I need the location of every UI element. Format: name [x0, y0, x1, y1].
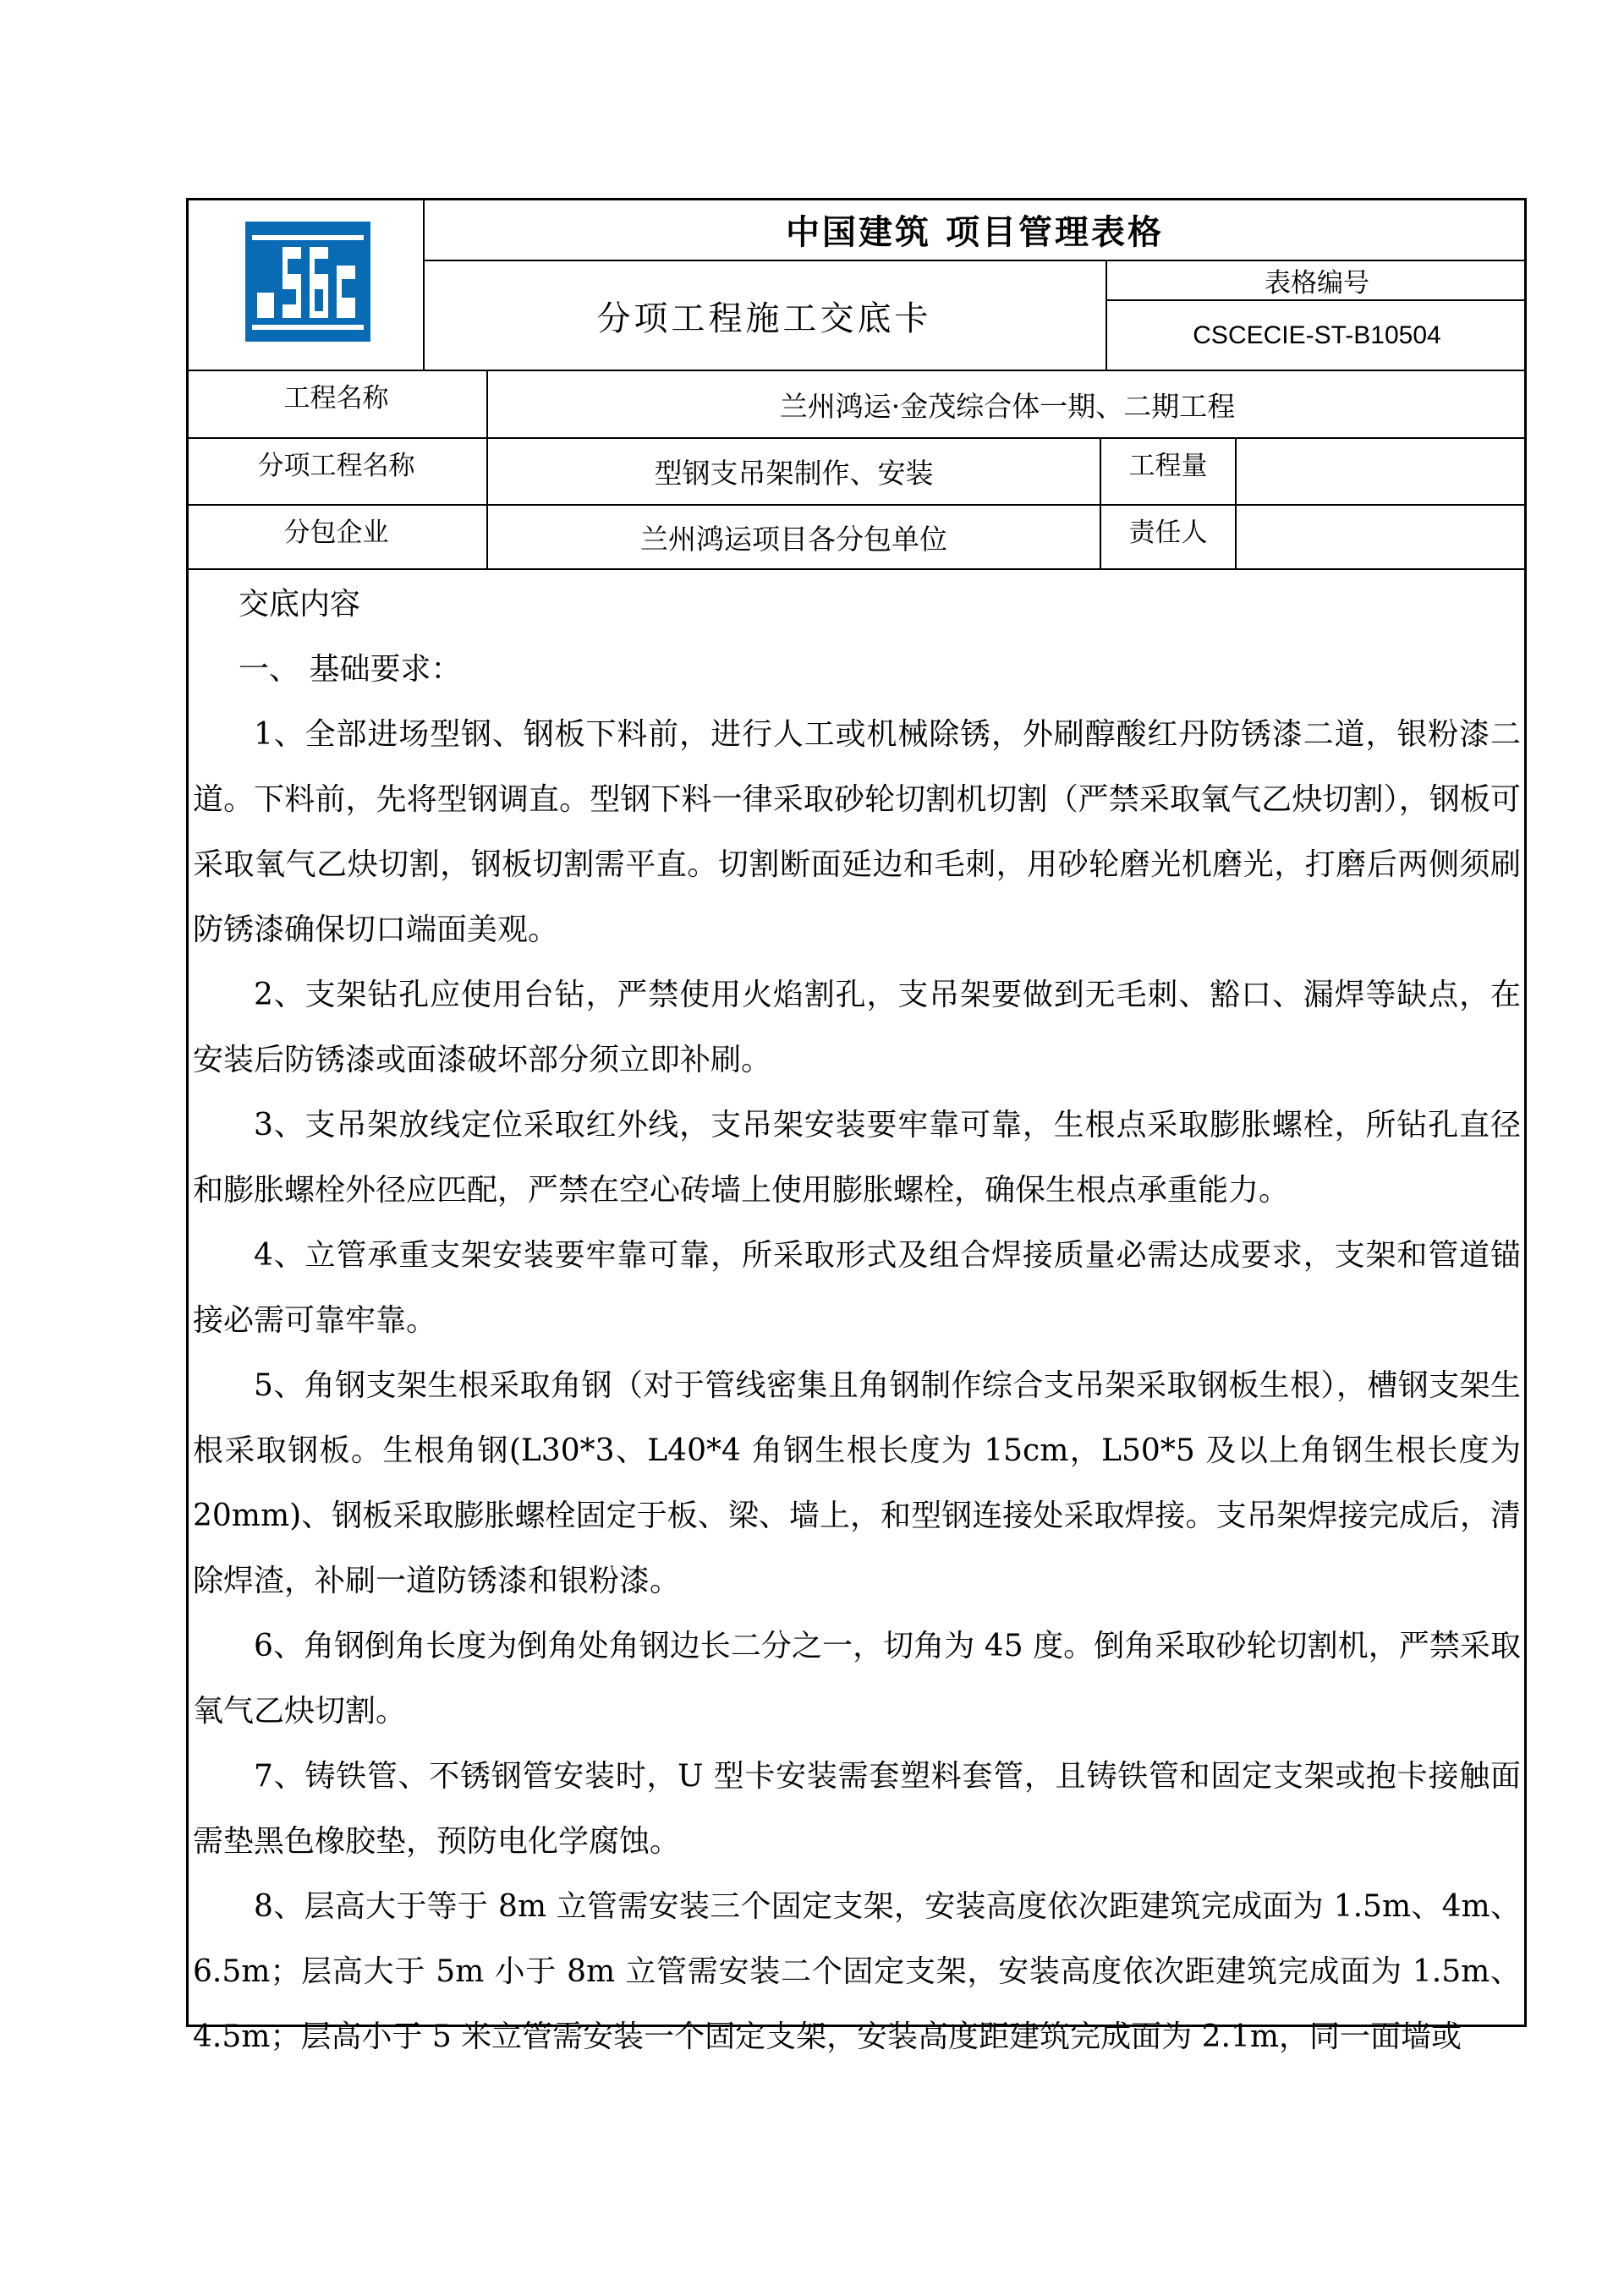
sub-project-value: 型钢支吊架制作、安装	[654, 457, 934, 490]
project-name-value: 兰州鸿运·金茂综合体一期、二期工程	[779, 389, 1236, 423]
subcontractor-label: 分包企业	[283, 518, 389, 548]
paragraph-5: 5、角钢支架生根采取角钢（对于管线密集且角钢制作综合支吊架采取钢板生根），槽钢支架生根采取钢板。生根角钢(L30*3、L40*4 角钢生根长度为 15cm，L50*5 及以上角钢生根长度为 20mm)、钢板采取膨胀螺栓固定于板、梁、墙上，和型钢连接处采取焊接。支吊架焊接完成后，清除焊渣，补刷一道防锈漆和银粉漆。	[193, 1368, 1521, 1598]
form-code-label: 表格编号	[1265, 268, 1369, 299]
briefing-content	[193, 572, 1521, 2054]
paragraph-8: 8、层高大于等于 8m 立管需安装三个固定支架，安装高度依次距建筑完成面为 1.5m、4m、6.5m；层高大于 5m 小于 8m 立管需安装二个固定支架，安装高度依次距建筑完成面为 1.5m、4.5m；层高小于 5 米立管需安装一个固定支架，安装高度距建筑完成面为 2.1m，同一面墙或	[193, 1889, 1521, 2054]
paragraph-7: 7、铸铁管、不锈钢管安装时，U 型卡安装需套塑料套管，且铸铁管和固定支架或抱卡接触面需垫黑色橡胶垫，预防电化学腐蚀。	[193, 1759, 1521, 1859]
form-code: CSCECIE-ST-B10504	[1193, 321, 1441, 349]
responsible-value	[1237, 506, 1527, 568]
paragraph-2: 2、支架钻孔应使用台钻，严禁使用火焰割孔，支吊架要做到无毛刺、豁口、漏焊等缺点，在安装后防锈漆或面漆破坏部分须立即补刷。	[193, 978, 1521, 1077]
sub-project-label: 分项工程名称	[257, 451, 415, 481]
section-heading: 一、 基础要求：	[239, 652, 462, 687]
quantity-label: 工程量	[1128, 451, 1208, 481]
responsible-label: 责任人	[1128, 518, 1208, 548]
paragraph-3: 3、支吊架放线定位采取红外线，支吊架安装要牢靠可靠，生根点采取膨胀螺栓，所钻孔直径和膨胀螺栓外径应匹配，严禁在空心砖墙上使用膨胀螺栓，确保生根点承重能力。	[193, 1108, 1521, 1208]
quantity-value	[1237, 439, 1527, 504]
brand-title: 中国建筑 项目管理表格	[786, 212, 1164, 252]
paragraph-4: 4、立管承重支架安装要牢靠可靠，所采取形式及组合焊接质量必需达成要求，支架和管道锚接必需可靠牢靠。	[193, 1238, 1521, 1338]
form-title: 分项工程施工交底卡	[596, 299, 932, 338]
cscec-logo	[245, 222, 370, 342]
content-heading: 交底内容	[239, 587, 361, 622]
paragraph-1: 1、全部进场型钢、钢板下料前，进行人工或机械除锈，外刷醇酸红丹防锈漆二道，银粉漆二道。下料前，先将型钢调直。型钢下料一律采取砂轮切割机切割（严禁采取氧气乙炔切割），钢板可采取氧气乙炔切割，钢板切割需平直。切割断面延边和毛刺，用砂轮磨光机磨光，打磨后两侧须刷防锈漆确保切口端面美观。	[193, 717, 1521, 947]
paragraph-6: 6、角钢倒角长度为倒角处角钢边长二分之一，切角为 45 度。倒角采取砂轮切割机，严禁采取氧气乙炔切割。	[193, 1629, 1521, 1729]
project-name-label: 工程名称	[283, 383, 389, 414]
subcontractor-value: 兰州鸿运项目各分包单位	[640, 522, 947, 556]
row3-bottom-line	[186, 568, 1527, 570]
